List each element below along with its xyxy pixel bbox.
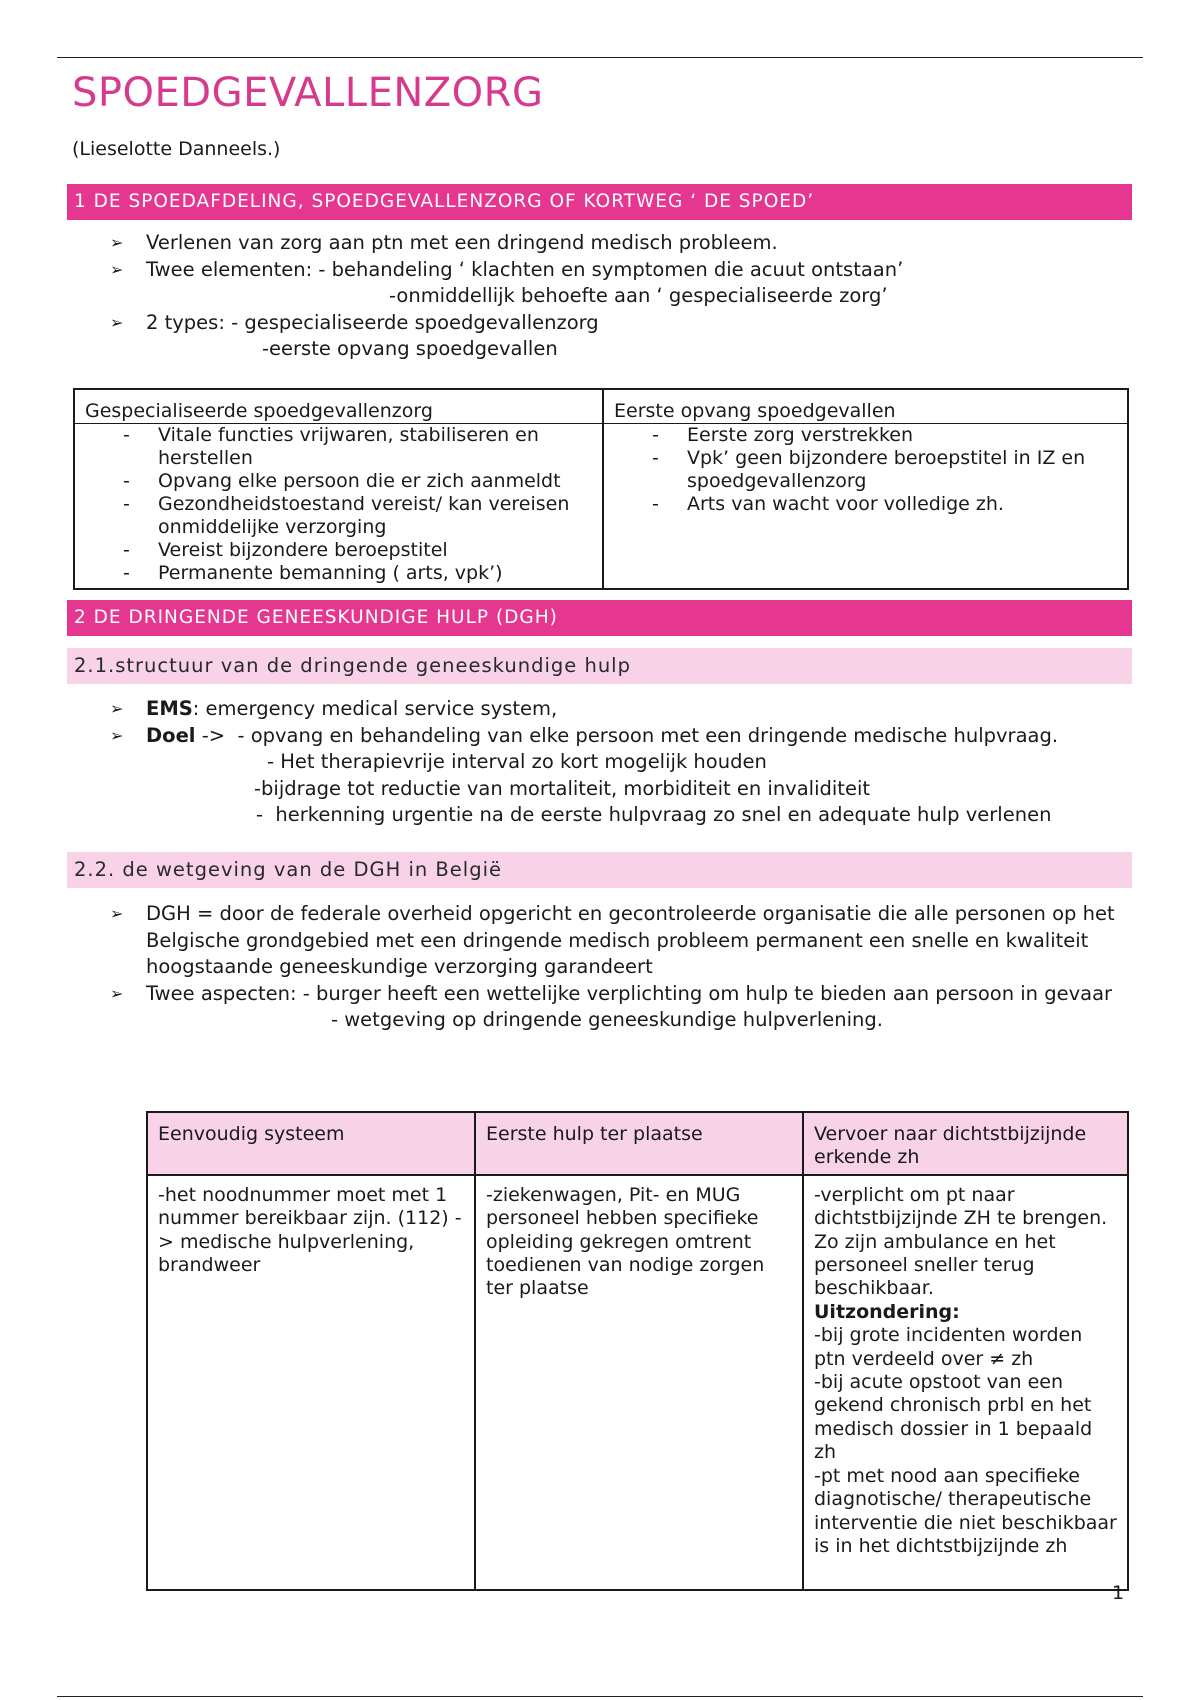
author-line: (Lieselotte Danneels.) xyxy=(72,138,281,160)
arrowhead-bullet-icon: ➢ xyxy=(110,233,124,252)
bullet-text: Verlenen van zorg aan ptn met een dringend medisch probleem. xyxy=(146,231,778,254)
exception-label: Uitzondering: xyxy=(814,1300,960,1323)
section-1-bullets xyxy=(110,230,1140,363)
list-item: - Vereist bijzondere beroepstitel xyxy=(123,539,448,561)
dash-list xyxy=(614,424,1119,516)
top-rule xyxy=(57,57,1143,58)
dash-list xyxy=(85,424,594,585)
bullet-item xyxy=(110,901,1140,981)
bottom-rule xyxy=(57,1696,1143,1697)
subsection-2-1-heading: 2.1.structuur van de dringende geneeskundige hulp xyxy=(67,648,1132,684)
cell-text: -verplicht om pt naar dichtstbijzijnde ZH te brengen. Zo zijn ambulance en het personeel sneller terug beschikbaar. xyxy=(814,1183,1108,1300)
document-title: SPOEDGEVALLENZORG xyxy=(72,70,544,116)
spoed-types-table xyxy=(73,388,1129,590)
bullet-text: Twee elementen: - behandeling ‘ klachten en symptomen die acuut ontstaan’ xyxy=(146,257,904,281)
subsection-2-1-bullets xyxy=(110,696,1140,829)
arrowhead-bullet-icon: ➢ xyxy=(110,259,124,279)
ems-label: EMS xyxy=(146,697,193,720)
bullet-continuation: - wetgeving op dringende geneeskundige hulpverlening. xyxy=(331,1008,883,1031)
exception-item: -bij grote incidenten worden ptn verdeeld over ≠ zh xyxy=(814,1324,1083,1370)
list-item: - Vitale functies vrijwaren, stabiliseren en herstellen xyxy=(123,424,539,469)
list-item: - Vpk’ geen bijzondere beroepstitel in IZ en spoedgevallenzorg xyxy=(652,447,1086,492)
exception-item: -bij acute opstoot van een gekend chronisch prbl en het medisch dossier in 1 bepaald zh xyxy=(814,1371,1093,1464)
bullet-continuation: - herkenning urgentie na de eerste hulpvraag zo snel en adequate hulp verlenen xyxy=(256,803,1052,826)
subsection-2-2-heading: 2.2. de wetgeving van de DGH in België xyxy=(67,852,1132,888)
table-cell xyxy=(803,1175,1128,1590)
page-number: 1 xyxy=(1112,1582,1125,1604)
list-item: - Permanente bemanning ( arts, vpk’) xyxy=(123,562,503,584)
table-header-cell: Vervoer naar dichtstbijzijnde erkende zh xyxy=(803,1112,1128,1175)
bullet-item xyxy=(110,310,1140,363)
bullet-item xyxy=(110,723,1140,829)
table-header-row xyxy=(74,389,1128,424)
table-header-cell: Eerste opvang spoedgevallen xyxy=(603,389,1128,424)
bullet-continuation: - Het therapievrije interval zo kort mogelijk houden xyxy=(267,750,767,773)
table-row xyxy=(147,1175,1128,1590)
section-1-heading: 1 DE SPOEDAFDELING, SPOEDGEVALLENZORG OF KORTWEG ‘ DE SPOED’ xyxy=(67,184,1132,220)
arrowhead-bullet-icon: ➢ xyxy=(110,699,124,718)
arrowhead-bullet-icon: ➢ xyxy=(110,904,124,923)
bullet-continuation: -bijdrage tot reductie van mortaliteit, morbiditeit en invaliditeit xyxy=(254,776,871,800)
subsection-2-2-bullets xyxy=(110,901,1140,1034)
bullet-text: 2 types: - gespecialiseerde spoedgevallenzorg xyxy=(146,310,599,334)
list-item: - Eerste zorg verstrekken xyxy=(652,424,913,446)
bullet-continuation: -eerste opvang spoedgevallen xyxy=(262,337,558,360)
table-cell xyxy=(603,424,1128,590)
table-cell xyxy=(74,424,603,590)
arrowhead-bullet-icon: ➢ xyxy=(110,725,124,745)
table-header-row xyxy=(147,1112,1128,1175)
doel-label: Doel xyxy=(146,723,196,747)
bullet-continuation: -onmiddellijk behoefte aan ‘ gespecialiseerde zorg’ xyxy=(389,284,888,307)
bullet-text: DGH = door de federale overheid opgericht en gecontroleerde organisatie die alle personen op het Belgische grondgebied met een dringende medisch probleem permanent een snelle en kwaliteit hoogstaande geneeskundige verzorging garandeert xyxy=(146,902,1115,978)
exception-item: -pt met nood aan specifieke diagnotische/ therapeutische interventie die niet beschikbaar is in het dichtstbijzijnde zh xyxy=(814,1464,1117,1557)
section-2-heading: 2 DE DRINGENDE GENEESKUNDIGE HULP (DGH) xyxy=(67,600,1132,636)
arrowhead-bullet-icon: ➢ xyxy=(110,312,124,332)
table-cell: -het noodnummer moet met 1 nummer bereikbaar zijn. (112) -> medische hulpverlening, brandweer xyxy=(147,1175,475,1590)
list-item: - Gezondheidstoestand vereist/ kan vereisen onmiddelijke verzorging xyxy=(123,493,570,538)
ems-text: : emergency medical service system, xyxy=(192,697,558,720)
list-item: - Opvang elke persoon die er zich aanmeldt xyxy=(123,470,561,492)
table-header-cell: Eerste hulp ter plaatse xyxy=(475,1112,803,1175)
arrowhead-bullet-icon: ➢ xyxy=(110,983,124,1003)
table-row xyxy=(74,424,1128,590)
bullet-item xyxy=(110,257,1140,310)
bullet-item xyxy=(110,981,1140,1034)
bullet-item xyxy=(110,230,1140,257)
dgh-aspects-table xyxy=(146,1111,1129,1591)
doel-text: -> - opvang en behandeling van elke persoon met een dringende medische hulpvraag. xyxy=(195,723,1059,747)
list-item: - Arts van wacht voor volledige zh. xyxy=(652,493,1004,515)
bullet-item xyxy=(110,696,1140,723)
table-header-cell: Gespecialiseerde spoedgevallenzorg xyxy=(74,389,603,424)
table-cell: -ziekenwagen, Pit- en MUG personeel hebben specifieke opleiding gekregen omtrent toedienen van nodige zorgen ter plaatse xyxy=(475,1175,803,1590)
table-header-cell: Eenvoudig systeem xyxy=(147,1112,475,1175)
bullet-text: Twee aspecten: - burger heeft een wettelijke verplichting om hulp te bieden aan persoon in gevaar xyxy=(146,981,1113,1005)
